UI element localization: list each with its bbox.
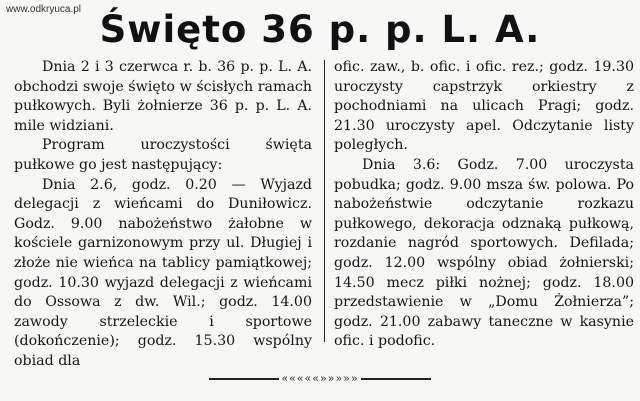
column-divider <box>324 60 325 342</box>
ornament-line-right <box>361 378 431 380</box>
paragraph-intro: Dnia 2 i 3 czerwca r. b. 36 p. p. L. A. obchodzi swoje święto w ścisłych ramach pułkowych. Byli żołnierze 36 p. p. L. A. mile widziani. <box>14 59 312 134</box>
ornament-line-left <box>209 378 279 380</box>
paragraph-program: Program uroczystości święta pułkowe go jest następujący: <box>14 137 312 173</box>
end-ornament <box>0 372 640 385</box>
article-left-column <box>14 58 312 372</box>
paragraph-day-one: Dnia 2.6, godz. 0.20 — Wyjazd delegacji z wieńcami do Duniłowicz. Godz. 9.00 nabożeństwo żałobne w kościele garnizonowym przy ul. Długiej i złoże nie wieńca na tablicy pamiątkowej; godz. 10.30 wyjazd delegacji z wieńcami do Ossowa z dw. Wil.; godz. 14.00 zawody strzeleckie i sportowe (dokończenie); godz. 15.30 wspólny obiad dla <box>14 176 312 369</box>
article-right-column <box>334 58 634 352</box>
headline: Święto 36 p. p. L. A. <box>99 8 541 51</box>
paragraph-day-two: Dnia 3.6: Godz. 7.00 uroczysta pobudka; godz. 9.00 msza św. polowa. Po nabożeństwie odczytanie rozkazu pułkowego, dekoracja odznaką pułkową, rozdanie nagród sportowych. Defilada; godz. 12.00 wspólny obiad żołnierski; 14.50 mecz piłki nożnej; godz. 18.00 przedstawienie w „Domu Żołnierza”; godz. 21.00 zabawy taneczne w kasynie ofic. i podofic. <box>334 156 634 350</box>
paragraph-day-one-continued: ofic. zaw., b. ofic. i ofic. rez.; godz. 19.30 uroczysty capstrzyk orkiestry z pochodniami na ulicach Pragi; godz. 21.30 uroczysty apel. Odczytanie listy poległych. <box>334 59 634 154</box>
ornament-glyphs: «««««»»»»» <box>281 372 359 385</box>
watermark: www.odkryuca.pl <box>6 4 82 15</box>
